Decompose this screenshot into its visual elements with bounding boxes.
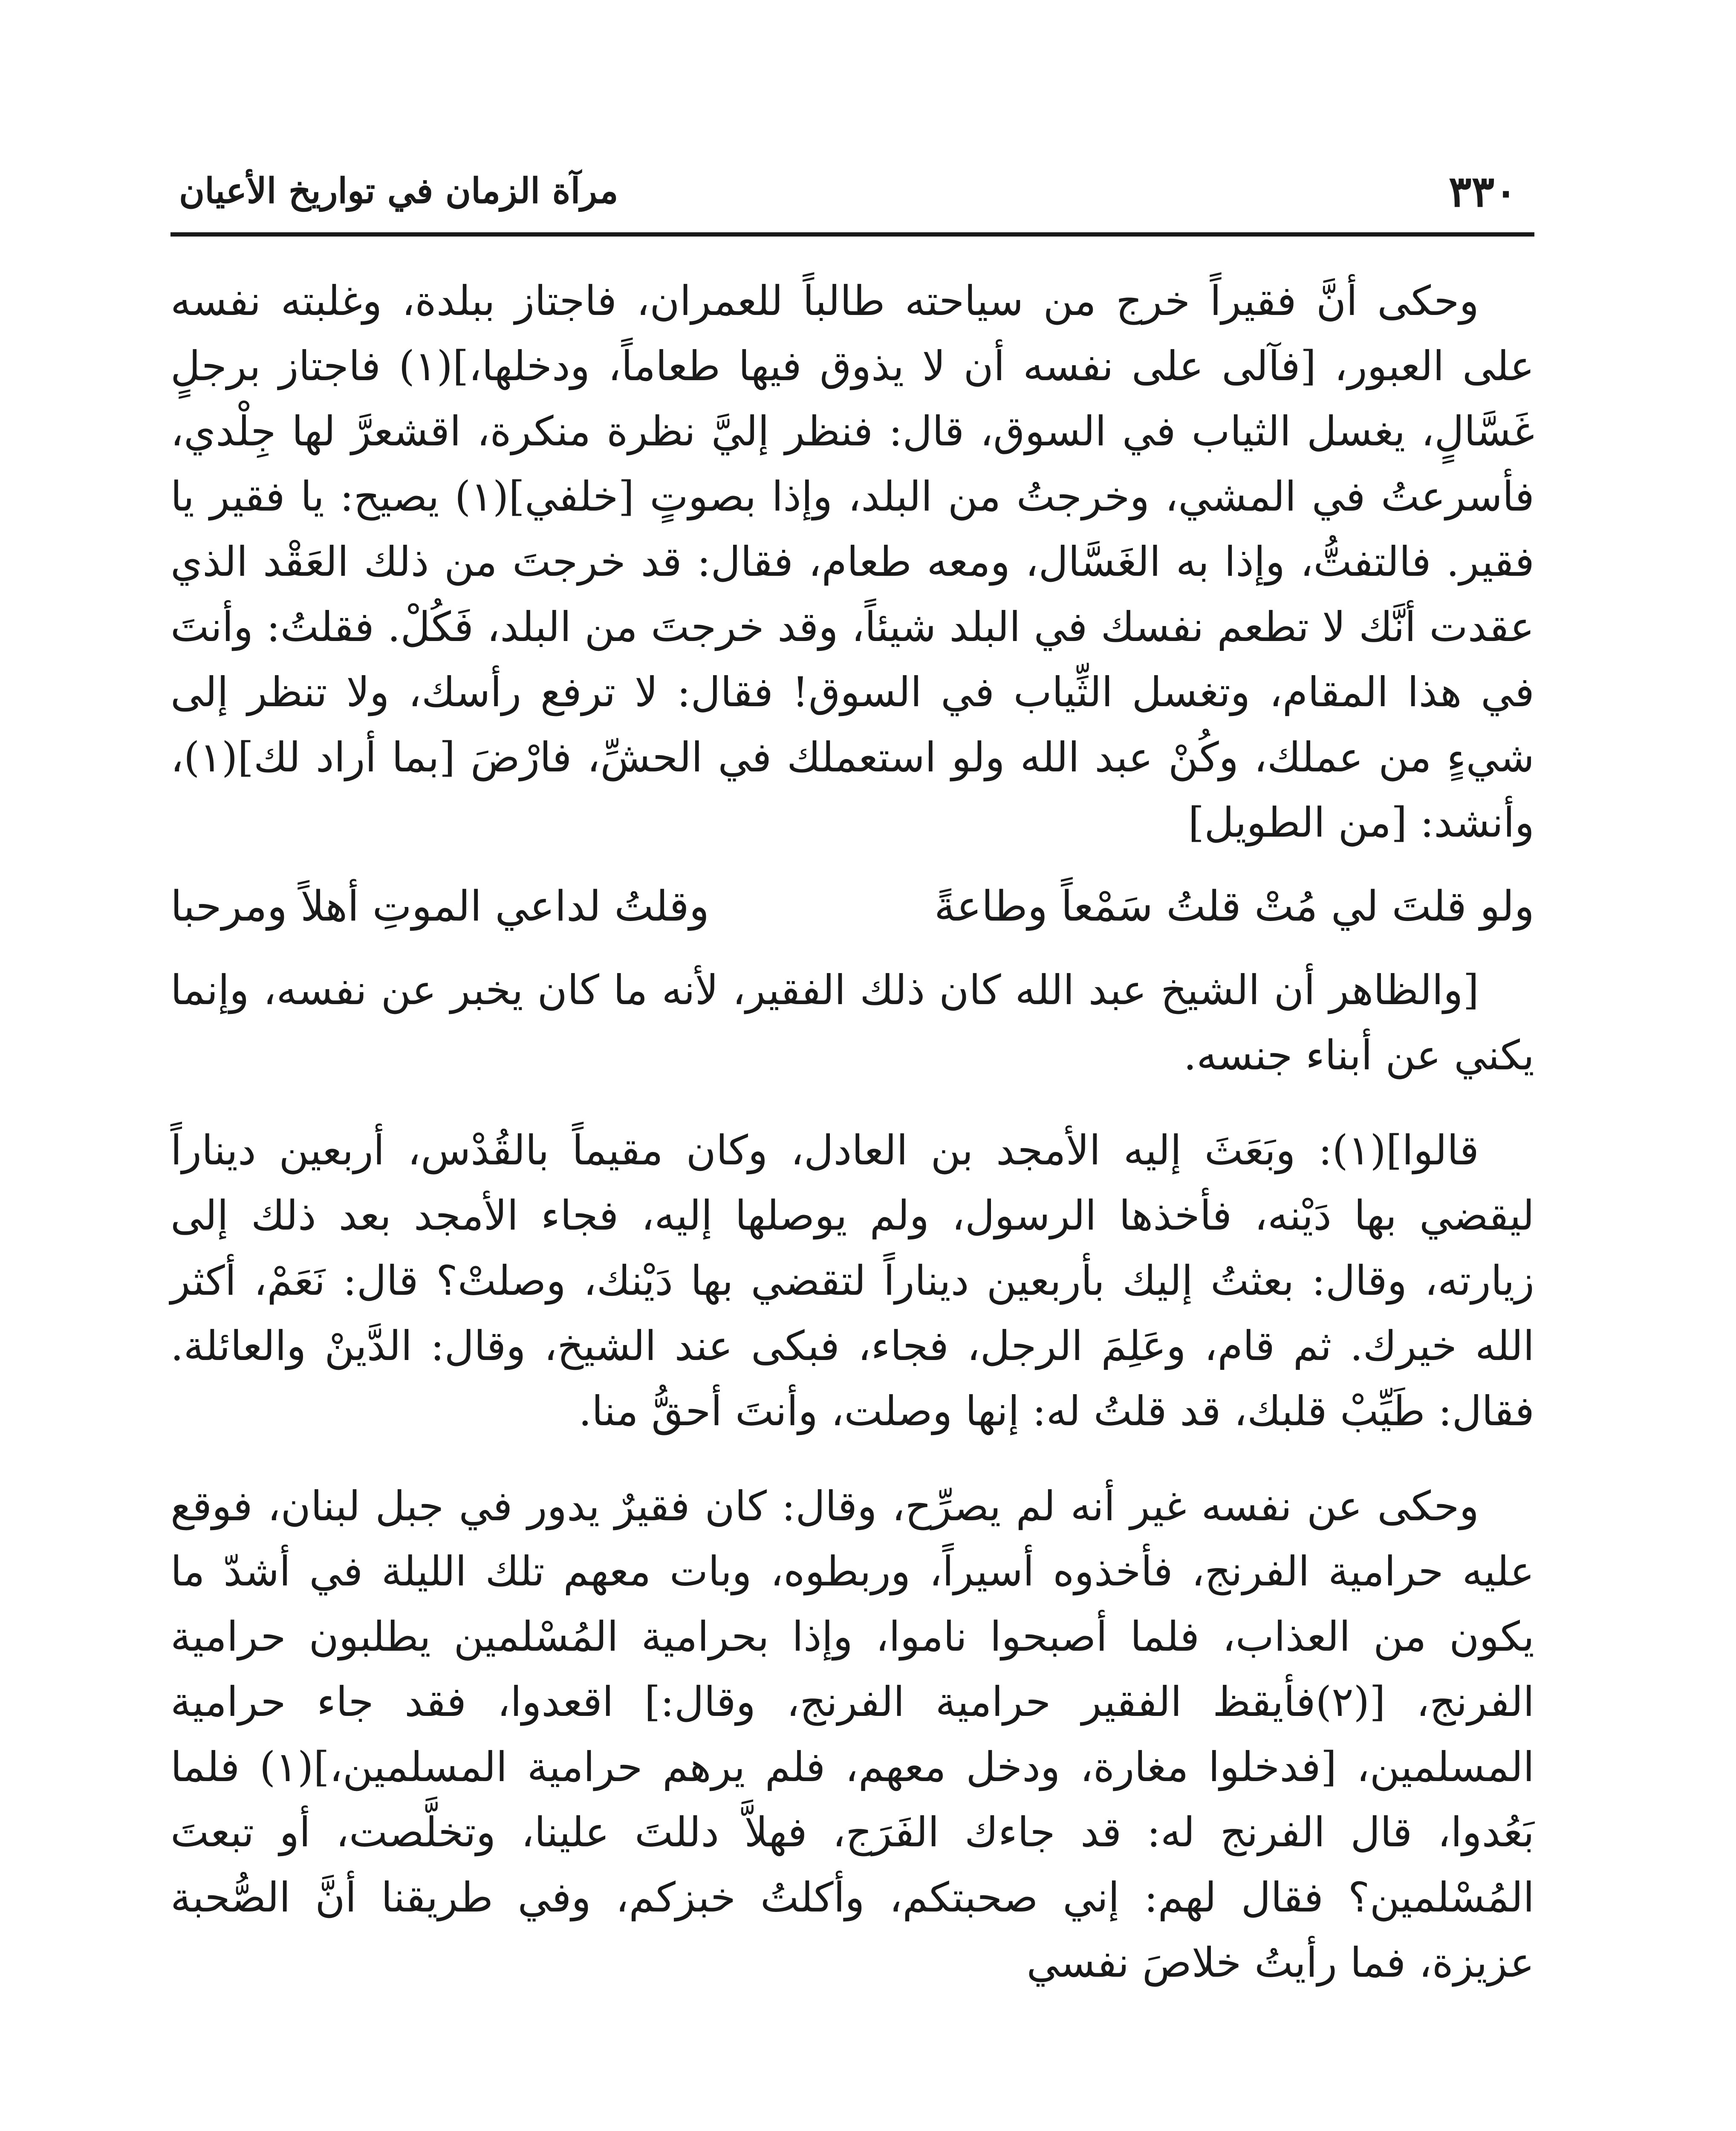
verse-first-hemistich: ولو قلتَ لي مُتْ قلتُ سَمْعاً وطاعةً bbox=[934, 882, 1534, 931]
poem-verse bbox=[170, 872, 1534, 941]
main-text bbox=[170, 269, 1534, 1995]
verse-second-hemistich: وقلتُ لداعي الموتِ أهلاً ومرحبا bbox=[170, 882, 710, 931]
header-rule bbox=[170, 232, 1534, 237]
page-number: ٣٣٠ bbox=[1448, 166, 1517, 217]
paragraph-2: [والظاهر أن الشيخ عبد الله كان ذلك الفقير، لأنه ما كان يخبر عن نفسه، وإنما يكني عن أبناء جنسه. bbox=[170, 966, 1534, 1079]
paragraph-1: وحكى أنَّ فقيراً خرج من سياحته طالباً للعمران، فاجتاز ببلدة، وغلبته نفسه على العبور، [فآلى على نفسه أن لا يذوق فيها طعاماً، ودخلها،](١) فاجتاز برجلٍ غَسَّالٍ، يغسل الثياب في السوق، قال: فنظر إليَّ نظرة منكرة، اقشعرَّ لها جِلْدي، فأسرعتُ في المشي، وخرجتُ من البلد، وإذا بصوتٍ [خلفي](١) يصيح: يا فقير يا فقير. فالتفتُّ، وإذا به الغَسَّال، ومعه طعام، فقال: قد خرجتَ من ذلك العَقْد الذي عقدت أنَّك لا تطعم نفسك في البلد شيئاً، وقد خرجتَ من البلد، فَكُلْ. فقلتُ: وأنتَ في هذا المقام، وتغسل الثِّياب في السوق! فقال: لا ترفع رأسك، ولا تنظر إلى شيءٍ من عملك، وكُنْ عبد الله ولو استعملك في الحشِّ، فارْضَ [بما أراد لك](١)، وأنشد: [من الطويل] bbox=[170, 277, 1535, 846]
paragraph-3: قالوا](١): وبَعَثَ إليه الأمجد بن العادل، وكان مقيماً بالقُدْس، أربعين ديناراً ليقضي بها دَيْنه، فأخذها الرسول، ولم يوصلها إليه، فجاء الأمجد بعد ذلك إلى زيارته، وقال: بعثتُ إليك بأربعين ديناراً لتقضي بها دَيْنك، وصلتْ؟ قال: نَعَمْ، أكثر الله خيرك. ثم قام، وعَلِمَ الرجل، فجاء، فبكى عند الشيخ، وقال: الدَّينْ والعائلة. فقال: طَيِّبْ قلبك، قد قلتُ له: إنها وصلت، وأنتَ أحقُّ منا. bbox=[170, 1126, 1535, 1435]
paragraph-4: وحكى عن نفسه غير أنه لم يصرِّح، وقال: كان فقيرٌ يدور في جبل لبنان، فوقع عليه حرامية الفرنج، فأخذوه أسيراً، وربطوه، وبات معهم تلك الليلة في أشدّ ما يكون من العذاب، فلما أصبحوا ناموا، وإذا بحرامية المُسْلمين يطلبون حرامية الفرنج، [(٢)فأيقظ الفقير حرامية الفرنج، وقال:] اقعدوا، فقد جاء حرامية المسلمين، [فدخلوا مغارة، ودخل معهم، فلم يرهم حرامية المسلمين،](١) فلما بَعُدوا، قال الفرنج له: قد جاءك الفَرَج، فهلاَّ دللتَ علينا، وتخلَّصت، أو تبعتَ المُسْلمين؟ فقال لهم: إني صحبتكم، وأكلتُ خبزكم، وفي طريقنا أنَّ الصُّحبة عزيزة، فما رأيتُ خلاصَ نفسي bbox=[170, 1482, 1535, 1987]
page-header bbox=[170, 158, 1534, 222]
running-title: مرآة الزمان في تواريخ الأعيان bbox=[179, 170, 618, 211]
